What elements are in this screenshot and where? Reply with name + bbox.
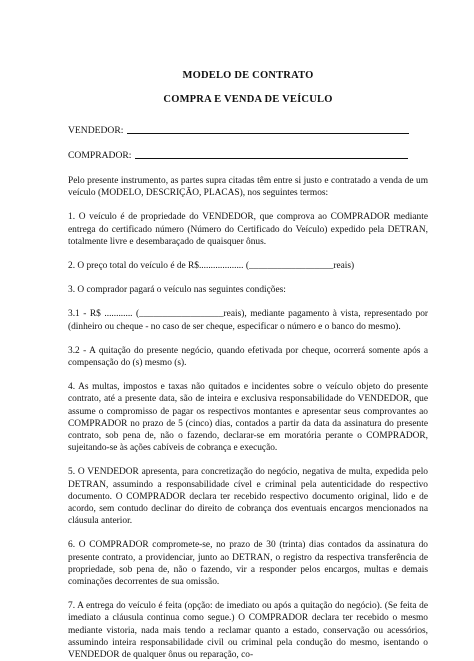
intro-paragraph: Pelo presente instrumento, as partes supra citadas têm entre si justo e contratado a venda de um veículo (MODELO, DESCRIÇÃO, PLACAS), nos seguintes termos: (68, 176, 428, 199)
clause-3-1: 3.1 - R$ ............ (__________________reais), mediante pagamento à vista, representado por (dinheiro ou cheque - no caso de ser cheque, especificar o número e o banco do mesmo). (68, 309, 428, 332)
comprador-label: COMPRADOR: (68, 150, 132, 161)
vendedor-label: VENDEDOR: (68, 125, 124, 136)
document-title: MODELO DE CONTRATO (182, 70, 314, 81)
clause-4: 4. As multas, impostos e taxas não quitados e incidentes sobre o veículo objeto do presente contrato, até a presente data, são de inteira e exclusiva responsabilidade do VENDEDOR, que assume o compromisso de pagar os respectivos montantes e apresentar seus comprovantes ao COMPRADOR no prazo de 5 (cinco) dias, contados a partir da data da assinatura do presente contrato, sob pena de, não o fazendo, declarar-se em moratória perante o COMPRADOR, sujeitando-se às ações cabíveis de cobrança e execução. (68, 382, 428, 454)
vendedor-field (68, 125, 428, 136)
comprador-blank-line (135, 158, 408, 159)
clause-7: 7. A entrega do veículo é feita (opção: de imediato ou após a quitação do negócio). (Se feita de imediato a cláusula continua como segue.) O COMPRADOR declara ter recebido o mesmo mediante vistoria, nada mais tendo a reclamar quanto a estado, conservação ou acessórios, assumindo inteira responsabilidade civil ou criminal pela condução do mesmo, isentando o VENDEDOR de qualquer ônus ou reparação, co- (68, 601, 428, 661)
clause-2: 2. O preço total do veículo é de R$................... (__________________reais) (68, 261, 355, 272)
clause-3-2: 3.2 - A quitação do presente negócio, quando efetivada por cheque, ocorrerá somente após a compensação do (s) mesmo (s). (68, 345, 428, 369)
clause-5: 5. O VENDEDOR apresenta, para concretização do negócio, negativa de multa, expedida pelo DETRAN, assumindo a responsabilidade cível e criminal pela autenticidade do respectivo documento. O COMPRADOR declara ter recebido respectivo documento original, lido e de acordo, sem contudo declinar do direito de cobrança dos eventuais encargos mencionados na cláusula anterior. (68, 467, 428, 527)
document-subtitle: COMPRA E VENDA DE VEÍCULO (163, 94, 333, 105)
comprador-field (68, 150, 428, 161)
clause-6: 6. O COMPRADOR compromete-se, no prazo de 30 (trinta) dias contados da assinatura do presente contrato, a providenciar, junto ao DETRAN, o registro da respectiva transferência de propriedade, sob pena de, não o fazendo, vir a responder pelos encargos, multas e demais cominações decorrentes de sua omissão. (68, 540, 428, 588)
clause-1: 1. O veículo é de propriedade do VENDEDOR, que comprova ao COMPRADOR mediante entrega do certificado número (Número do Certificado do Veículo) expedido pela DETRAN, totalmente livre e desembaraçado de quaisquer ônus. (68, 212, 428, 247)
clause-3: 3. O comprador pagará o veículo nas seguintes condições: (68, 285, 286, 296)
vendedor-blank-line (127, 133, 409, 134)
